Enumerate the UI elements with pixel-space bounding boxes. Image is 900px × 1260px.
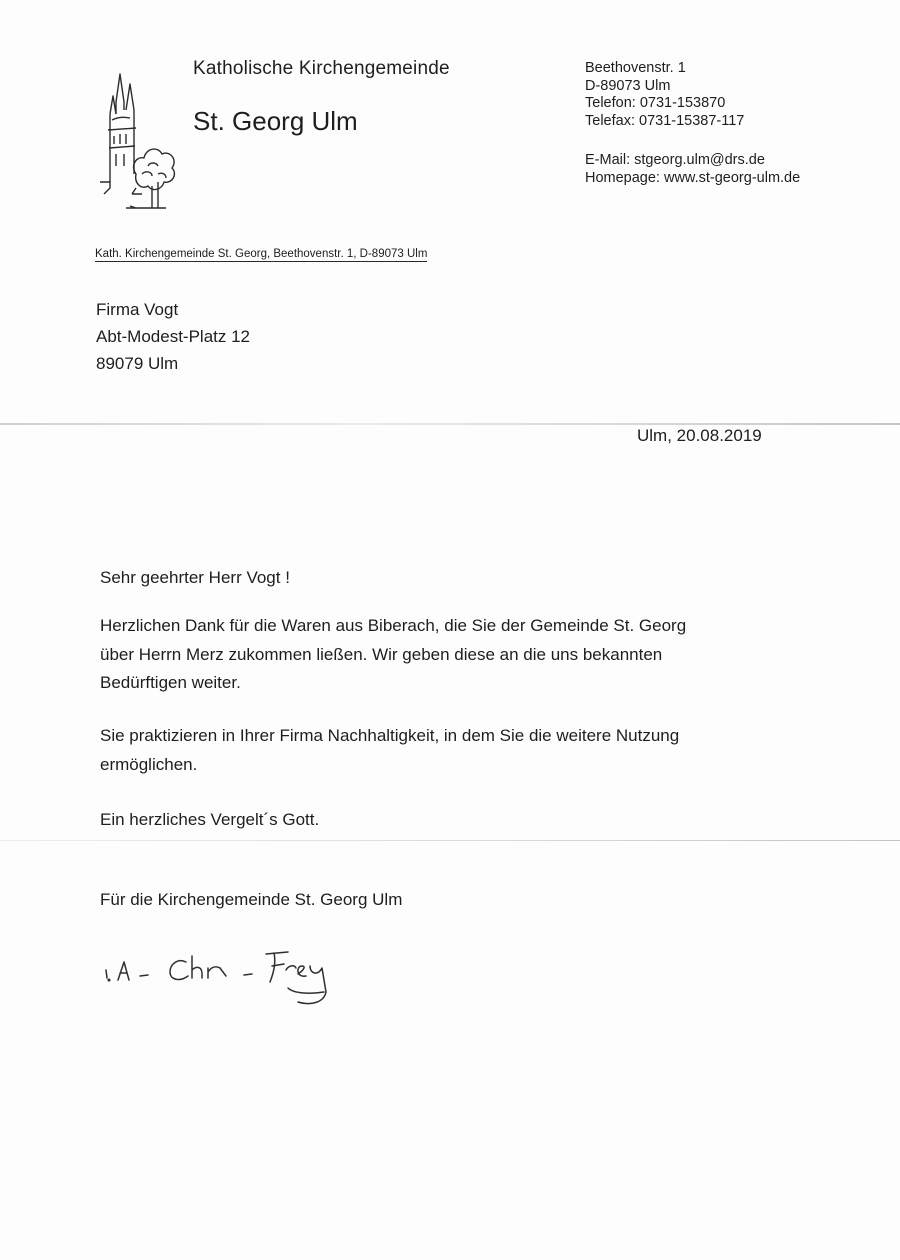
paragraph-blessing: Ein herzliches Vergelt´s Gott.: [100, 810, 320, 829]
paper-fold-line: [0, 423, 900, 425]
contact-city: D-89073 Ulm: [585, 77, 671, 94]
letter-date: Ulm, 20.08.2019: [637, 426, 762, 445]
contact-email: E-Mail: stgeorg.ulm@drs.de: [585, 152, 765, 168]
paragraph-line: ermöglichen.: [100, 754, 198, 774]
recipient-street: Abt-Modest-Platz 12: [96, 327, 251, 346]
handwritten-signature: [98, 948, 358, 1016]
contact-fax: Telefax: 0731-15387-117: [585, 112, 745, 129]
paragraph-sustainability: [100, 722, 740, 779]
paragraph-line: Bedürftigen weiter.: [100, 673, 241, 692]
recipient-name: Firma Vogt: [96, 300, 179, 319]
paragraph-line: über Herrn Merz zukommen ließen. Wir geben diese an die uns bekannten: [100, 644, 663, 664]
contact-block: [585, 60, 800, 187]
paragraph-thanks: [100, 612, 740, 698]
parish-name: St. Georg Ulm: [193, 106, 358, 136]
contact-homepage: Homepage: www.st-georg-ulm.de: [585, 169, 801, 186]
church-tower-logo: [96, 70, 178, 215]
contact-street: Beethovenstr. 1: [585, 60, 686, 76]
closing-line: Für die Kirchengemeinde St. Georg Ulm: [100, 890, 403, 909]
recipient-address: [96, 296, 250, 377]
contact-phone: Telefon: 0731-153870: [585, 95, 726, 111]
paragraph-line: Herzlichen Dank für die Waren aus Biberach, die Sie der Gemeinde St. Georg: [100, 616, 687, 635]
paper-fold-line: [0, 840, 900, 841]
sender-return-address: Kath. Kirchengemeinde St. Georg, Beethovenstr. 1, D-89073 Ulm: [95, 248, 428, 260]
organization-name: Katholische Kirchengemeinde: [193, 58, 450, 79]
paragraph-line: Sie praktizieren in Ihrer Firma Nachhaltigkeit, in dem Sie die weitere Nutzung: [100, 726, 680, 745]
recipient-city: 89079 Ulm: [96, 354, 179, 373]
salutation: Sehr geehrter Herr Vogt !: [100, 568, 290, 587]
